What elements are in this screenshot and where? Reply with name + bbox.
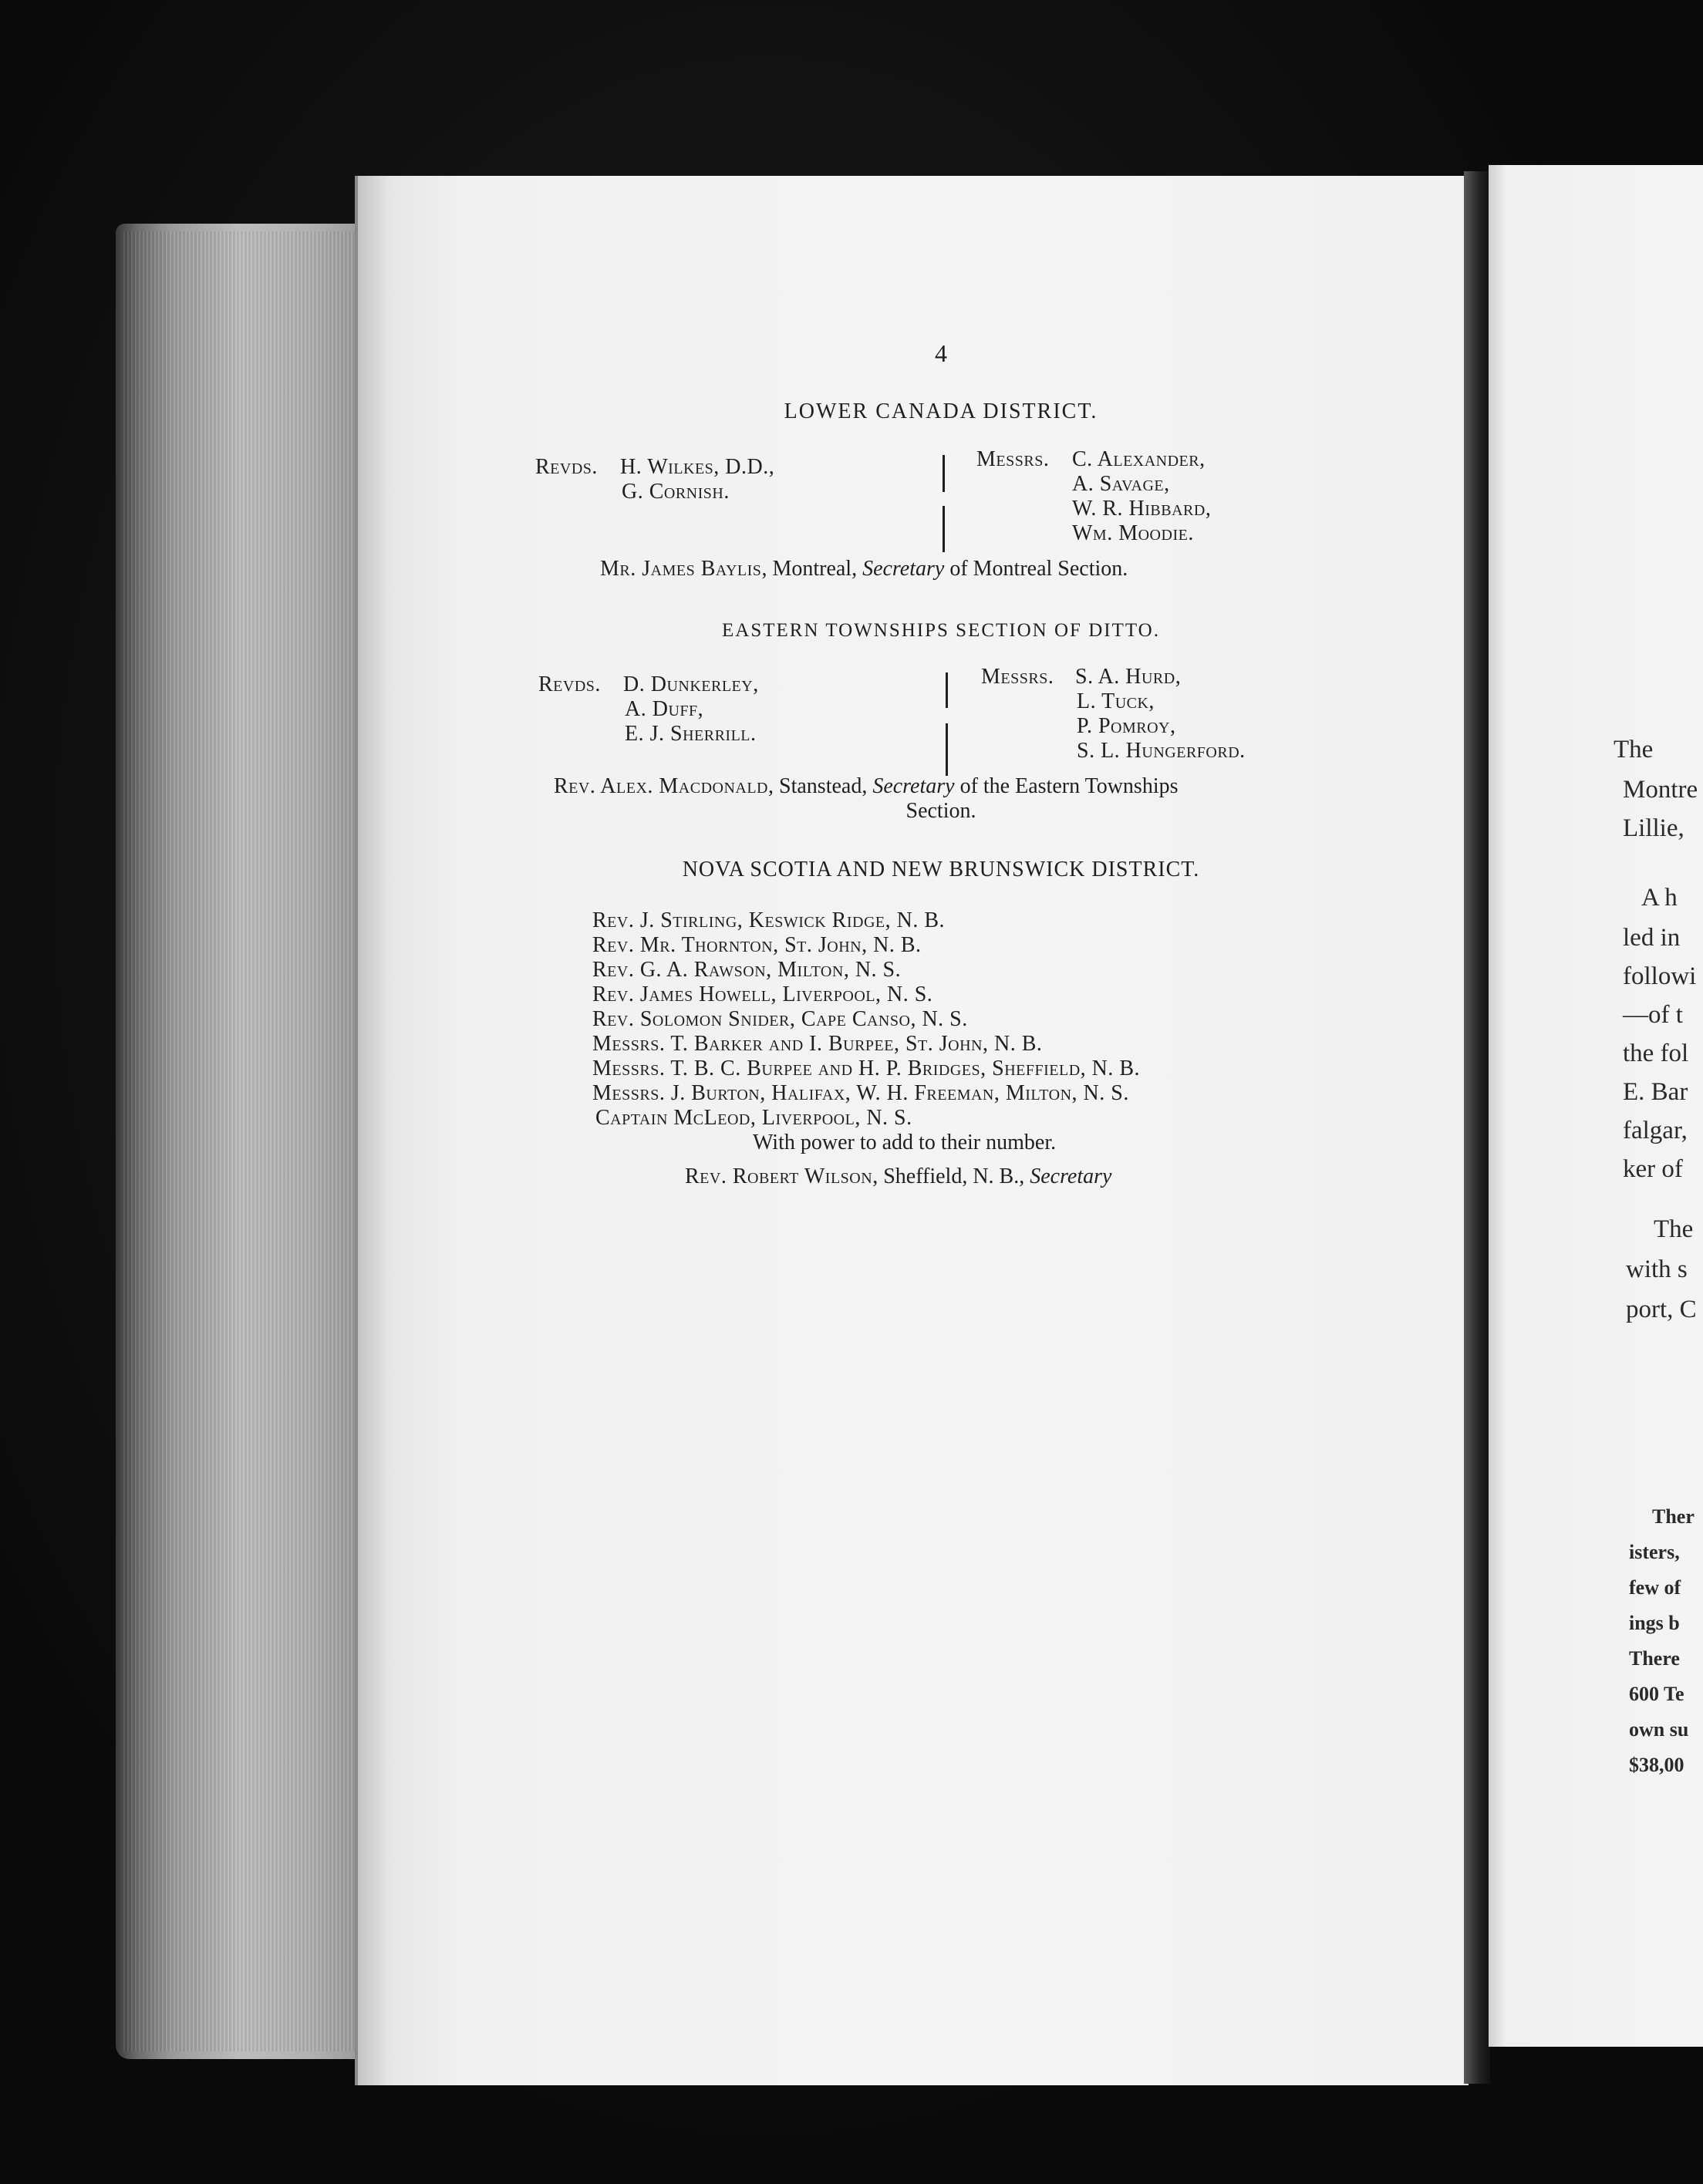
lower-canada-secretary <box>600 557 1128 581</box>
lower-canada-right-name: A. Savage, <box>1072 472 1170 496</box>
right-page-line: E. Bar <box>1623 1078 1688 1106</box>
lower-canada-right-name: Wm. Moodie. <box>1072 521 1194 545</box>
right-page-small-line: Ther <box>1652 1505 1695 1528</box>
secretary-section: of Montreal Section. <box>944 557 1128 581</box>
right-page-line: Lillie, <box>1623 814 1684 842</box>
right-page-small-line: There <box>1629 1647 1680 1670</box>
eastern-right-name: S. L. Hungerford. <box>1077 739 1246 763</box>
secretary-role: Secretary <box>872 774 955 798</box>
column-divider <box>946 672 948 708</box>
right-page-line: the fol <box>1623 1040 1689 1067</box>
right-page-line: port, C <box>1626 1296 1697 1323</box>
right-page-small-line: ings b <box>1629 1612 1680 1634</box>
right-page-small-line: own su <box>1629 1718 1689 1741</box>
right-page-line: ker of <box>1623 1155 1683 1183</box>
secretary-role: Secretary <box>1030 1164 1112 1188</box>
nova-scotia-member: Messrs. J. Burton, Halifax, W. H. Freeman, Milton, N. S. <box>592 1081 1129 1105</box>
secretary-role: Secretary <box>862 557 945 581</box>
section-heading-eastern-townships: EASTERN TOWNSHIPS SECTION OF DITTO. <box>722 620 1160 641</box>
right-page-small-line: isters, <box>1629 1541 1680 1563</box>
right-page-line: —of t <box>1623 1001 1683 1029</box>
nova-scotia-member: Rev. Solomon Snider, Cape Canso, N. S. <box>592 1007 968 1031</box>
right-page-small-line: 600 Te <box>1629 1683 1684 1705</box>
eastern-right-name: P. Pomroy, <box>1077 714 1176 738</box>
eastern-left-name: A. Duff, <box>625 697 704 721</box>
secretary-name: Rev. Alex. Macdonald <box>554 774 769 798</box>
section-heading-lower-canada: LOWER CANADA DISTRICT. <box>784 399 1098 423</box>
eastern-left-name: E. J. Sherrill. <box>625 722 757 746</box>
eastern-secretary <box>554 774 1179 799</box>
eastern-right-name: S. A. Hurd, <box>1075 665 1182 689</box>
nova-scotia-member: Captain McLeod, Liverpool, N. S. <box>595 1106 912 1130</box>
column-divider <box>943 455 945 492</box>
nova-scotia-secretary <box>685 1164 1111 1189</box>
nova-scotia-member: Rev. G. A. Rawson, Milton, N. S. <box>592 958 902 982</box>
lower-canada-right-name: W. R. Hibbard, <box>1072 497 1212 521</box>
right-page-line: A h <box>1641 884 1678 912</box>
nova-scotia-member: Messrs. T. Barker and I. Burpee, St. John, N. B. <box>592 1032 1043 1056</box>
nova-scotia-member: Messrs. T. B. C. Burpee and H. P. Bridges, Sheffield, N. B. <box>592 1057 1141 1080</box>
right-page-line: The <box>1614 736 1654 763</box>
right-page-line: Montre <box>1623 776 1698 804</box>
lower-canada-left-prefix: Revds. <box>535 455 598 479</box>
right-page-line: falgar, <box>1623 1117 1688 1144</box>
right-page-small-line: few of <box>1629 1576 1681 1599</box>
nova-scotia-member: Rev. James Howell, Liverpool, N. S. <box>592 982 933 1006</box>
right-page-line: with s <box>1626 1255 1688 1283</box>
secretary-place: , Sheffield, N. B., <box>872 1164 1030 1188</box>
secretary-section: of the Eastern Townships <box>954 774 1179 798</box>
nova-scotia-power-note: With power to add to their number. <box>753 1131 1057 1154</box>
nova-scotia-member: Rev. J. Stirling, Keswick Ridge, N. B. <box>592 908 946 932</box>
eastern-right-prefix: Messrs. <box>981 665 1054 689</box>
eastern-left-prefix: Revds. <box>538 672 601 696</box>
lower-canada-right-prefix: Messrs. <box>976 447 1050 471</box>
eastern-left-name: D. Dunkerley, <box>623 672 759 696</box>
right-page-small-line: $38,00 <box>1629 1754 1684 1776</box>
lower-canada-left-name: G. Cornish. <box>622 480 730 504</box>
column-divider <box>946 723 948 776</box>
nova-scotia-member: Rev. Mr. Thornton, St. John, N. B. <box>592 933 922 957</box>
secretary-place: , Montreal, <box>761 557 863 581</box>
section-heading-nova-scotia: NOVA SCOTIA AND NEW BRUNSWICK DISTRICT. <box>682 858 1200 881</box>
secretary-place: , Stanstead, <box>768 774 873 798</box>
page-number: 4 <box>935 339 947 367</box>
eastern-right-name: L. Tuck, <box>1077 689 1155 713</box>
right-page-line: led in <box>1623 924 1681 952</box>
lower-canada-right-name: C. Alexander, <box>1072 447 1206 471</box>
right-page-line: followi <box>1623 962 1697 990</box>
secretary-name: Mr. James Baylis <box>600 557 762 581</box>
column-divider <box>943 506 945 552</box>
lower-canada-left-name: H. Wilkes, D.D., <box>620 455 775 479</box>
eastern-secretary-continued: Section. <box>905 799 976 823</box>
secretary-name: Rev. Robert Wilson <box>685 1164 873 1188</box>
right-page-line: The <box>1654 1215 1694 1243</box>
